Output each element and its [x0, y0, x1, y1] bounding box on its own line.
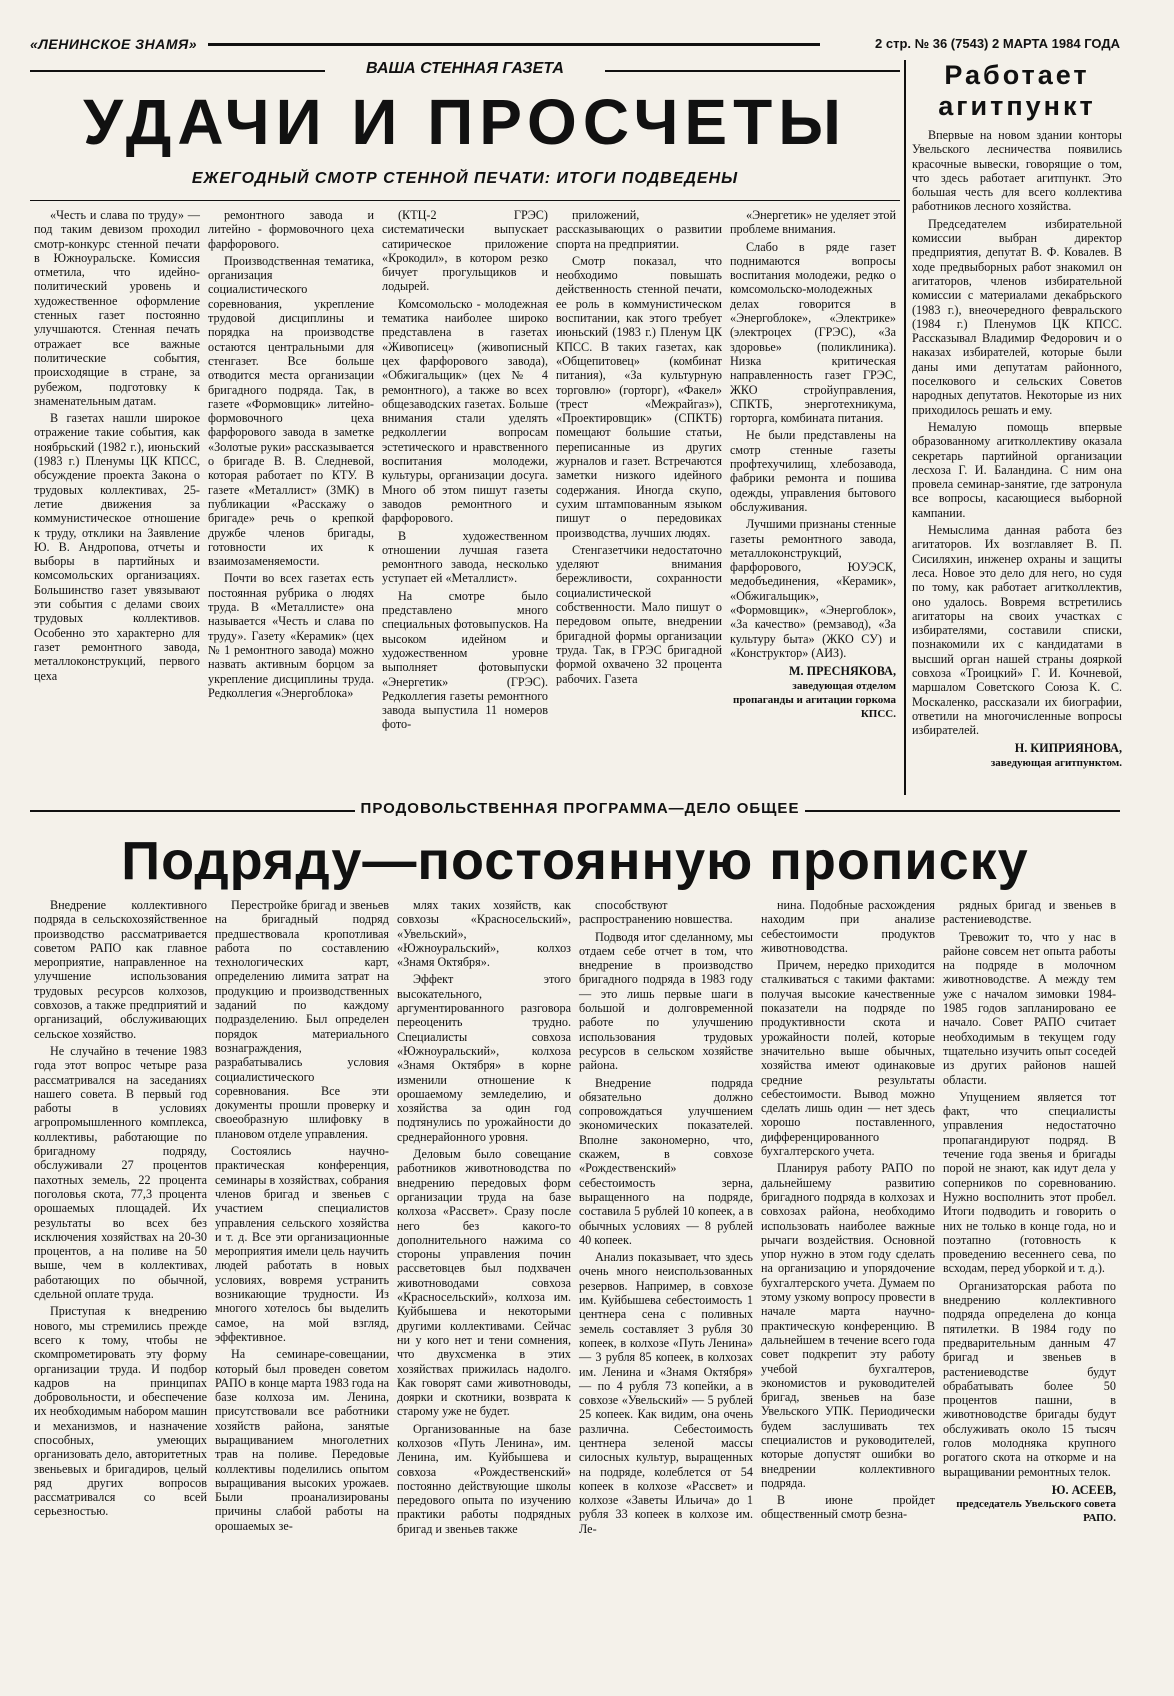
- article1-columns: [30, 208, 900, 798]
- article-agitpunkt: [912, 60, 1122, 795]
- article-wall-newspaper: [30, 60, 900, 800]
- article2-column-2: [211, 898, 393, 1688]
- paragraph: «Честь и слава по труду» — под таким девизом проходил смотр-конкурс стенной печати в Южноуральске. Комиссия отметила, что идейно-политический уровень и художественное оформление стенных газет постоянно улучшаются. Стенная печать отражает все важные политические события, происходящие в стране, за рубежом, подготовку к знаменательным датам.: [34, 208, 200, 408]
- sidebar-title-line1: Работает: [944, 60, 1090, 90]
- paragraph: На смотре было представлено много специальных фотовыпусков. На высоком идейном и художественном уровне выполняет фотовыпуски «Энергетик» (ГРЭС). Редколлегия газеты ремонтного завода выпустила 11 номеров фото-: [382, 588, 548, 732]
- paragraph: Тревожит то, что у нас в районе совсем нет опыта работы на подряде в молочном животноводстве. А между тем уже с началом зимовки 1984-1985 годов запланировано ее начало. Совет РАПО считает необходимым в текущем году тщательно изучить опыт соседей из других районов нашей области.: [943, 929, 1116, 1087]
- paragraph: Смотр показал, что необходимо повышать действенность стенной печати, ее роль в коммунистическом воспитании, как этого требует июньский (1983 г.) Пленум ЦК КПСС. В таких газетах, как «Общепитовец» (комбинат питания), «За культурную торговлю» (горторг), «Факел» (трест «Межрайгаз»), «Проектировщик» (СПКТБ) помещают большие статьи, переписанные из других журналов и газет. Встречаются заметки низкого идейного содержания. Иногда скупо, сухим штампованным языком пишут о передовиках производства, лучших людях.: [556, 253, 722, 540]
- paragraph: «Энергетик» не уделяет этой проблеме внимания.: [730, 208, 896, 237]
- rubric-rule-left: [30, 810, 355, 812]
- issue-info: 2 стр. № 36 (7543) 2 МАРТА 1984 ГОДА: [875, 36, 1120, 51]
- paragraph: Состоялись научно-практическая конференция, семинары в хозяйствах, собрания членов бригад и звеньев с участием специалистов управления сельского хозяйства и т. д. Все эти организационные мероприятия имели цель научить людей работать в новых условиях, вовремя устранить возникающие трудности. Из многого хотелось бы выделить самое, на мой взгляд, эффективное.: [215, 1144, 389, 1344]
- paragraph: Немалую помощь впервые образованному агитколлективу оказала секретарь партийной организации лесхоза Г. И. Баландина. С ним она провела семинар-занятие, где затронула все вопросы, касающиеся выборной кампании.: [912, 419, 1122, 520]
- paragraph: Эффект этого высокательного, аргументированного разговора переоценить трудно. Специалисты совхоза «Южноуральский», колхоза «Знамя Октября» в корне изменили отношение к орошаемому земледелию, и хозяйства за один год подтянулись по урожайности до среднерайонного уровня.: [397, 972, 571, 1144]
- paragraph: (КТЦ-2 ГРЭС) систематически выпускает сатирическое приложение «Крокодил», в котором резко бичует прогульщиков и лодырей.: [382, 208, 548, 294]
- paragraph: Впервые на новом здании конторы Увельского лесничества появились красочные вывески, говорящие о том, что здесь работает агитпункт. Это большая честь для всего коллектива работников лесного хозяйства.: [912, 128, 1122, 214]
- article2-column-4: [575, 898, 757, 1688]
- paragraph: Слабо в ряде газет поднимаются вопросы воспитания молодежи, редко о комсомольско-молодежных делах говорится в «Энергоблоке», «Электрике» (электроцех (ГРЭС), «За здоровье» (поликлиника). Низка критическая направленность газет ГРЭС, ЖКО стройуправления, СПКТБ, энерготехникума, горторга, комбината питания.: [730, 239, 896, 426]
- paragraph: Подводя итог сделанному, мы отдаем себе отчет в том, что внедрение в производство бригадного подряда в 1983 году — это лишь первые шаги в большой и долговременной работе по улучшению использования трудовых ресурсов в сельском хозяйстве района.: [579, 929, 753, 1073]
- paragraph: Анализ показывает, что здесь очень много неиспользованных резервов. Например, в совхозе им. Куйбышева себестоимость 1 центнера сена с поливных земель составляет 3 рубля 30 копеек, в колхозе «Путь Ленина» — 3 рубля 85 копеек, в колхозах им. Ленина и «Знамя Октября» — по 4 рубля 73 копейки, а в совхозе «Увельский» — 5 рублей 25 копеек. Как видим, она очень различна. Себестоимость центнера зеленой массы силосных культур, выращенных на подряде, колеблется от 54 копеек в колхозе «Рассвет» и колхозе «Заветы Ильича» до 1 рубля 33 копеек в колхозе им. Ле-: [579, 1250, 753, 1536]
- paragraph: В июне пройдет общественный смотр безна-: [761, 1493, 935, 1522]
- author-name: Ю. АСЕЕВ,: [1051, 1482, 1116, 1497]
- author-role: председатель Увельского совета РАПО.: [956, 1498, 1116, 1525]
- article2-column-3: [393, 898, 575, 1688]
- paragraph: Не случайно в течение 1983 года этот вопрос четыре раза рассматривался на заседаниях нашего совета. В первый год работы в условиях агропромышленного комплекса, коллективы, работающие по бригадному подряду, обслуживали 27 процентов пахотных земель, 22 процента поголовья скота, 77,3 процента орошаемых площадей. Их результаты во всех без исключения хозяйствах на 20-30 процентов, а на поливе на 50 выше, чем в коллективах, работающих по обычной, сдельной оплате труда.: [34, 1043, 207, 1302]
- subhead-rule: [30, 200, 900, 201]
- paragraph: В художественном отношении лучшая газета ремонтного завода, несколько уступает ей «Металлист».: [382, 528, 548, 586]
- article1-column-2: [204, 208, 378, 798]
- paragraph: На семинаре-совещании, который был проведен советом РАПО в конце марта 1983 года на базе колхоза им. Ленина, присутствовали все работники хозяйств района, занятые выращиванием многолетних трав на поливе. Передовые коллективы поделились опытом выращивания высоких урожаев. Были проанализированы причины слабой работы на орошаемых зе-: [215, 1347, 389, 1533]
- paragraph: Перестройке бригад и звеньев на бригадный подряд предшествовала кропотливая работа по составлению технологических карт, определению лимита затрат на продукцию и производственных заданий по каждому подразделению. Был определен порядок материального вознаграждения, разрабатывались условия социалистического соревнования. Все эти документы прошли проверку и своеобразную шлифовку в плановом отделе управления.: [215, 898, 389, 1141]
- paragraph: Приступая к внедрению нового, мы стремились прежде всего к тому, чтобы не скомпрометировать эту форму организации труда. И подбор кадров на принципах добровольности, и обеспечение их необходимым набором машин и механизмов, и назначение способных, умеющих организовать дело, авторитетных звеньевых и бригадиров, целый ряд других вопросов рассматривался со всей серьезностью.: [34, 1304, 207, 1519]
- author-role: заведующая отделом пропаганды и агитации горкома КПСС.: [733, 679, 896, 721]
- column-divider: [904, 60, 906, 795]
- paragraph: Стенгазетчики недостаточно уделяют внимания бережливости, сохранности социалистической собственности. Мало пишут о передовом опыте, внедрении бригадной формы организации труда. Так, в ГРЭС бригадной формой охвачено 32 процента рабочих. Газета: [556, 542, 722, 686]
- paragraph: Деловым было совещание работников животноводства по внедрению передовых форм организации труда на базе колхоза «Рассвет». Сразу после него без какого-то дополнительного нажима со стороны управления почин рассветовцев был подхвачен животноводами совхоза «Красносельский», колхоза им. Куйбышева и некоторыми другими коллективами. Сейчас ни у кого нет и тени сомнения, что двухсменка в этих хозяйствах прижилась надолго. Как говорят сами животноводы, доярки и скотники, возврата к старому уже не будет.: [397, 1147, 571, 1419]
- masthead: [30, 34, 1120, 56]
- newspaper-name: «ЛЕНИНСКОЕ ЗНАМЯ»: [30, 36, 198, 52]
- paragraph: Немыслима данная работа без агитаторов. Их возглавляет В. П. Сисиляхин, инженер охраны и защиты леса. Новое это дело для него, но судя по тому, как работает агитколлектив, оно удалось. Вовремя встретились агитаторы на своих участках с избирателями, составили списки, познакомили их с кандидатами в высший орган нашей страны дояркой совхоза «Троицкий» Г. И. Кочневой, маршалом Советского Союза К. С. Москаленко, рассказали их биографии, ответили на многочисленные вопросы избирателей.: [912, 523, 1122, 738]
- paragraph: Планируя работу РАПО по дальнейшему развитию бригадного подряда в колхозах и совхозах района, необходимо использовать наиболее важные рычаги воздействия. Основной упор нужно в этом году сделать на организацию и упорядочение бухгалтерского учета. Думаем по этому узкому вопросу провести в начале марта научно-практическую конференцию. В дальнейшем в течение всего года совет подкрепит эту работу учебой бухгалтеров, экономистов и руководителей бригад, звеньев на базе Увельского УПК. Периодически будем заслушивать тех специалистов и руководителей, которые допустят ошибки во внедрении коллективного подряда.: [761, 1161, 935, 1490]
- paragraph: Производственная тематика, организация социалистического соревнования, укрепление трудовой дисциплины и порядка на производстве остаются центральными для стенгазет. Все больше отводится места организации бригадного подряда. Так, в газете «Формовщик» литейно-формовочного цеха фарфорового завода в заметке «Золотые руки» рассказывается о бригаде В. В. Следневой, которая работает по КТУ. В газете «Металлист» (ЗМК) в публикации «Расскажу о бригаде» речь о крепкой дружбе членов бригады, готовности их к взаимозаменяемости.: [208, 253, 374, 569]
- paragraph: Внедрение коллективного подряда в сельскохозяйственное производство рассматривается советом РАПО как главное мероприятие, направленное на улучшение использования трудовых ресурсов колхозов, совхозов, а также предприятий и организаций, обслуживающих сельское хозяйство.: [34, 898, 207, 1041]
- article2-signature: [943, 1483, 1116, 1526]
- article2-columns: [30, 898, 1120, 1688]
- paragraph: Организаторская работа по внедрению коллективного подряда определена до конца пятилетки. В 1984 году по предварительным данным 47 бригад и звеньев в растениеводстве будут обрабатывать более 50 процентов пашни, в животноводстве бригады будут обслуживать около 15 тысяч голов молодняка крупного рогатого скота на откорме и на выращивании ремонтных телок.: [943, 1278, 1116, 1479]
- paragraph: В газетах нашли широкое отражение такие события, как ноябрьский (1982 г.), июньский (1983 г.) Пленумы ЦК КПСС, обсуждение проекта Закона о трудовых коллективах, 25-летие движения за коммунистическое отношение к труду, отклики на Заявление Ю. В. Андропова, отчеты и выборы в партийных и комсомольских организациях. Большинство газет увязывают эти события с делами своих трудовых коллективов. Особенно это характерно для газет ремонтного завода, металлоконструкций, первого цеха: [34, 411, 200, 683]
- article1-signature: [730, 664, 896, 721]
- article2-headline: Подряду—постоянную прописку: [121, 831, 1029, 891]
- author-role: заведующая агитпунктом.: [990, 756, 1122, 769]
- paragraph: Упущением является тот факт, что специалисты управления недостаточно пропагандируют подряд. В течение года звенья и бригады порой не знают, как идут дела у соперников по соревнованию. Нужно восполнить этот пробел. Итоги подводить и говорить о них не только в конце года, но и поэтапно (готовность к проведению весеннего сева, по всходам, перед уборкой и т. д.).: [943, 1089, 1116, 1276]
- paragraph: нина. Подобные расхождения находим при анализе себестоимости продуктов животноводства.: [761, 898, 935, 955]
- paragraph: Почти во всех газетах есть постоянная рубрика о людях труда. В «Металлисте» она называется «Честь и слава по труду». Газету «Керамик» (цех № 1 ремонтного завода) можно назвать активным борцом за укрепление дисциплины труда. Редколлегия «Энергоблока»: [208, 571, 374, 700]
- paragraph: Не были представлены на смотр стенные газеты профтехучилищ, хлебозавода, фабрики ремонта и пошива одежды, управления бытового обслуживания.: [730, 428, 896, 514]
- article2-rubric-bar: [30, 800, 1120, 822]
- article1-headline: УДАЧИ И ПРОСЧЕТЫ: [83, 86, 847, 158]
- author-name: Н. КИПРИЯНОВА,: [1014, 741, 1122, 756]
- article1-rubric-bar: [30, 60, 900, 82]
- paragraph: приложений, рассказывающих о развитии спорта на предприятии.: [556, 208, 722, 251]
- article2-rubric: ПРОДОВОЛЬСТВЕННАЯ ПРОГРАММА—ДЕЛО ОБЩЕЕ: [360, 800, 800, 817]
- paragraph: способствуют распространению новшества.: [579, 898, 733, 927]
- paragraph: ремонтного завода и литейно - формовочного цеха фарфорового.: [208, 208, 374, 251]
- paragraph: Причем, нередко приходится сталкиваться с такими фактами: получая высокие качественные показатели на подряде по продуктивности скота и урожайности полей, которые значительно выше обычных, хозяйства имеют одинаковые средние результаты себестоимости. Вывод можно сделать лишь один — нет здесь хорошо поставленного, дифференцированного бухгалтерского учета.: [761, 958, 935, 1159]
- article1-column-4: [552, 208, 726, 798]
- article2-column-6: [939, 898, 1120, 1688]
- article1-rubric: ВАША СТЕННАЯ ГАЗЕТА: [366, 60, 564, 77]
- article1-column-5: [726, 208, 900, 798]
- masthead-rule: [208, 43, 820, 46]
- rubric-rule-right: [805, 810, 1120, 812]
- paragraph: Внедрение подряда обязательно должно сопровождаться улучшением экономических показателей. Вполне закономерно, что, скажем, в совхозе «Рождественский» себестоимость зерна, выращенного на подряде, составила 5 рублей 10 копеек, а в обычных условиях — 8 рублей 40 копеек.: [579, 1075, 753, 1247]
- article1-subhead: ЕЖЕГОДНЫЙ СМОТР СТЕННОЙ ПЕЧАТИ: ИТОГИ ПОДВЕДЕНЫ: [191, 170, 739, 187]
- article1-column-1: [30, 208, 204, 798]
- sidebar-title-line2: агитпункт: [938, 91, 1096, 121]
- sidebar-signature: [912, 741, 1122, 770]
- article2-column-5: [757, 898, 939, 1688]
- paragraph: Комсомольско - молодежная тематика наиболее широко представлена в газетах «Живописец» (живописный цех фарфорового завода), «Обжигальщик» (цех № 4 ремонтного), а также во всех общезаводских газетах. Больше внимания стали уделять редколлегии вопросам эстетического и нравственного воспитания молодежи, культуры, организации досуга. Много об этом пишут газеты заводов ремонтного и фарфорового.: [382, 296, 548, 526]
- paragraph: Председателем избирательной комиссии выбран директор предприятия, депутат В. Ф. Ковалев. В ходе предвыборных работ знакомил он агитаторов, членов избирательной комиссии с материалами декабрьского (1983 г.), внеочередного февральского (1984 г.) Пленумов ЦК КПСС. Рассказывал Владимир Федорович и о наказах избирателей, которые были даны ими депутатам районного, поселкового и сельских Советов народных депутатов. Некоторые из них приходилось решать и ему.: [912, 216, 1122, 417]
- rubric-rule-right: [605, 70, 900, 72]
- paragraph: Лучшими признаны стенные газеты ремонтного завода, металлоконструкций, фарфорового, ЮУЭСК, медобъединения, «Керамик», «Обжигальщик», «Формовщик», «Энергоблок», «За качество» (ремзавод), «За культуру быта» (ЖКО СУ) и «Конструктор» (АИЗ).: [730, 517, 896, 660]
- sidebar-body: [912, 128, 1122, 770]
- paragraph: Организованные на базе колхозов «Путь Ленина», им. Ленина, им. Куйбышева и совхоза «Рождественский» постоянно действующие школы передового опыта по изучению практики работы подрядных бригад и звеньев также: [397, 1421, 571, 1536]
- author-name: М. ПРЕСНЯКОВА,: [789, 664, 896, 679]
- paragraph: рядных бригад и звеньев в растениеводстве.: [943, 898, 1116, 927]
- rubric-rule-left: [30, 70, 325, 72]
- paragraph: млях таких хозяйств, как совхозы «Красносельский», «Увельский», «Южноуральский», колхоз «Знамя Октября».: [397, 898, 571, 970]
- article2-column-1: [30, 898, 211, 1688]
- article1-column-3: [378, 208, 552, 798]
